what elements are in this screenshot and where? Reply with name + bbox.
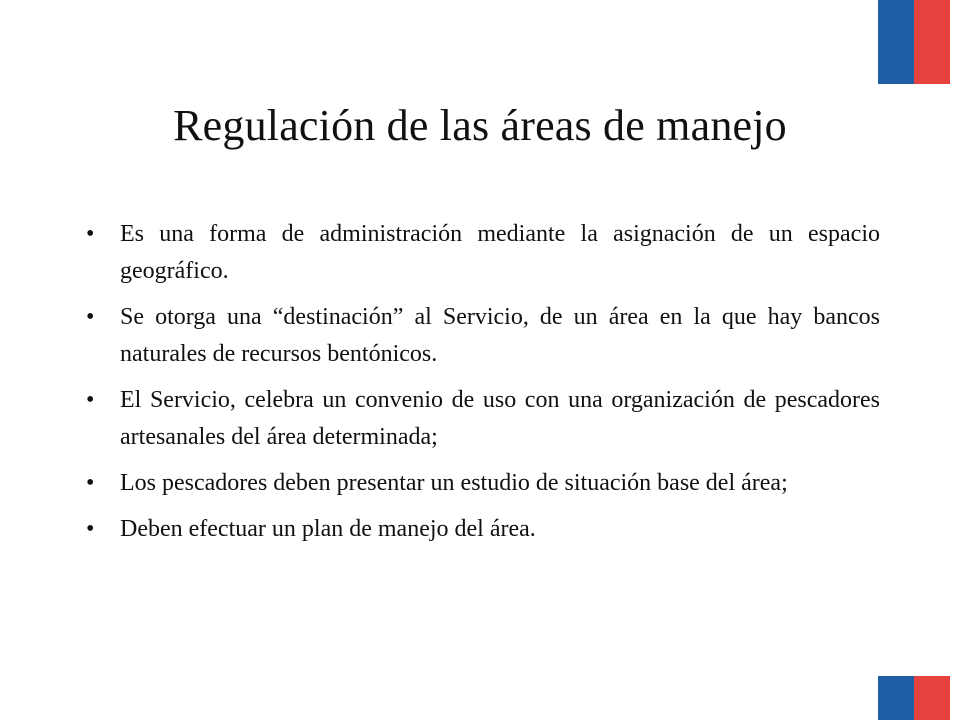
bullet-marker: • xyxy=(86,387,95,413)
bullet-text: Es una forma de administración mediante la asignación de un espacio geográfico. xyxy=(120,221,880,284)
bullet-text: Deben efectuar un plan de manejo del área. xyxy=(120,516,536,542)
slide-title: Regulación de las áreas de manejo xyxy=(173,101,787,150)
bullet-marker: • xyxy=(86,221,95,247)
bullet-marker: • xyxy=(86,470,95,496)
bullet-marker: • xyxy=(86,516,95,542)
bullet-item xyxy=(86,511,880,548)
bullet-text: Se otorga una “destinación” al Servicio, de un área en la que hay bancos naturales de recursos bentónicos. xyxy=(120,304,880,367)
bullet-item xyxy=(86,299,880,373)
bullet-text: Los pescadores deben presentar un estudio de situación base del área; xyxy=(120,470,788,496)
bullet-marker: • xyxy=(86,304,95,330)
bullet-item xyxy=(86,216,880,290)
bullet-list xyxy=(86,216,880,557)
flag-decoration-bottom xyxy=(878,676,950,720)
flag-blue-bar xyxy=(878,0,914,84)
flag-red-bar xyxy=(914,676,950,720)
flag-decoration-top xyxy=(878,0,950,84)
bullet-item xyxy=(86,465,880,502)
flag-blue-bar xyxy=(878,676,914,720)
bullet-item xyxy=(86,382,880,456)
flag-red-bar xyxy=(914,0,950,84)
bullet-text: El Servicio, celebra un convenio de uso con una organización de pescadores artesanales del área determinada; xyxy=(120,387,880,450)
